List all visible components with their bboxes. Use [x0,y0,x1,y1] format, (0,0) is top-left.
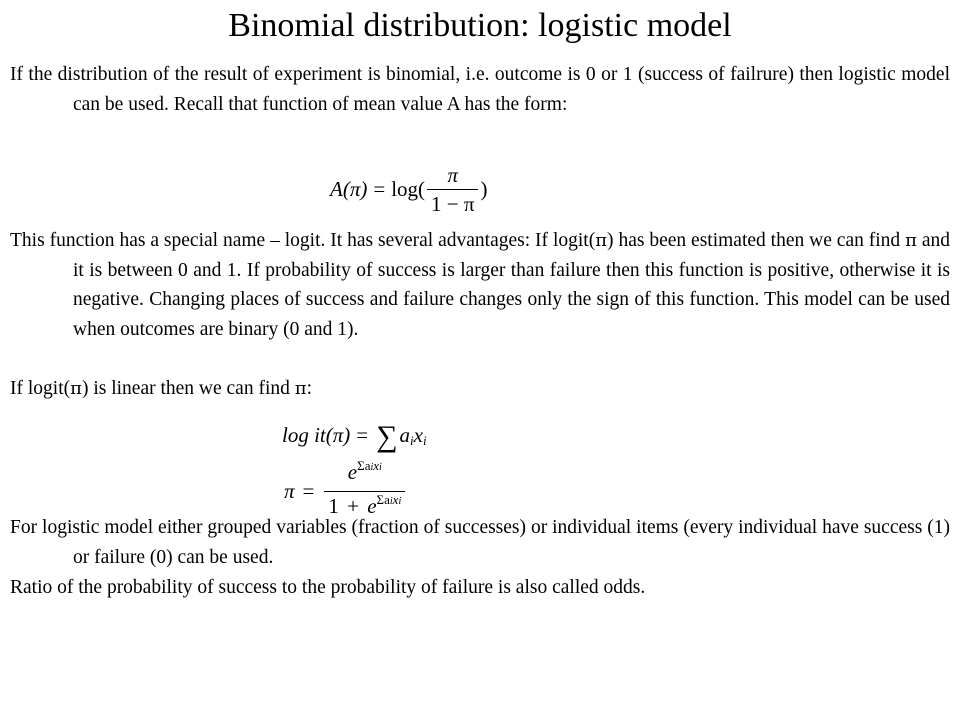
eq1-lhs: A(π) [330,177,368,201]
equation-mean-function [330,163,487,216]
paragraph-grouped: For logistic model either grouped variables (fraction of successes) or individual items (every individual have success (1) or failure (0) can be used. [10,517,950,568]
equation-logit-linear [282,420,427,453]
eq2-a: a [399,422,410,447]
eq2-sum-symbol: ∑ [376,420,398,453]
eq1-equals: = [373,177,386,201]
paragraph-odds: Ratio of the probability of success to the probability of failure is also called odds. [10,577,646,598]
paragraph-intro: If the distribution of the result of experiment is binomial, i.e. outcome is 0 or 1 (success of failrure) then logistic model can be used. Recall that function of mean value A has the form: [10,64,950,115]
eq3-numerator: $e^{\Sigma aixi}$ [347,458,382,484]
eq1-denominator: 1 − π [427,189,478,216]
paragraph-linear: If logit(π) is linear then we can find π: [10,378,313,399]
eq1-numerator: π [447,163,458,187]
eq3-lhs: π [284,479,295,503]
eq2-lhs: log it(π) [282,422,351,447]
eq3-equals: = [302,479,315,503]
paragraph-logit: This function has a special name – logit. It has several advantages: If logit(π) has been estimated then we can find π and it is between 0 and 1. If probability of success is larger than failure then this function is positive, otherwise it is negative. Changing places of success and failure changes only the sign of this function. This model can be used when outcomes are binary (0 and 1). [10,230,950,340]
eq2-x-sub: i [422,433,427,448]
eq2-equals: = [356,422,369,447]
eq3-denominator: $1 + e^{\Sigma aixi}$ [324,491,405,523]
eq2-x: x [413,422,423,447]
eq1-fraction [427,163,478,216]
page-title: Binomial distribution: logistic model [228,7,732,44]
eq2-a-sub: i [410,433,414,448]
eq1-close: ) [480,177,488,201]
eq1-log: log( [391,177,426,201]
